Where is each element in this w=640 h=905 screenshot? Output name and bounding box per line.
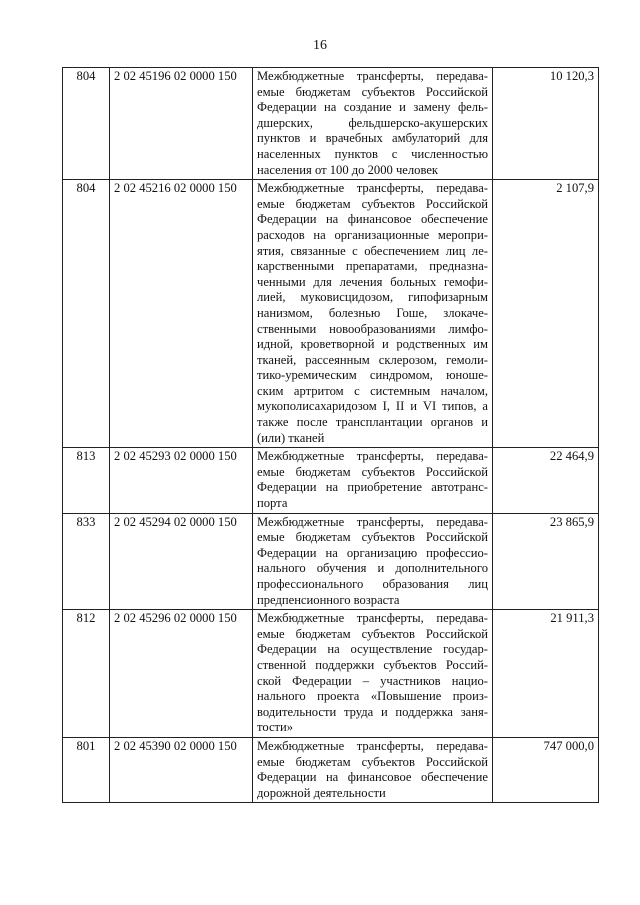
table-row bbox=[63, 68, 599, 180]
amount-cell: 10 120,3 bbox=[493, 68, 599, 180]
amount-cell: 747 000,0 bbox=[493, 737, 599, 802]
table-row bbox=[63, 737, 599, 802]
budget-classification-code-cell: 2 02 45294 02 0000 150 bbox=[110, 513, 253, 610]
revenue-name-cell: Межбюджетные трансферты, передава-емые бюджетам субъектов Российской Федерации на осуществление государ-ственной поддержки субъектов Россий-ской Федерации – участников нацио-нального проекта «Повышение произ-водительности труда и поддержка заня-тости» bbox=[253, 610, 493, 738]
amount-cell: 21 911,3 bbox=[493, 610, 599, 738]
revenue-name-cell: Межбюджетные трансферты, передава-емые бюджетам субъектов Российской Федерации на финансовое обеспечение дорожной деятельности bbox=[253, 737, 493, 802]
budget-classification-code-cell: 2 02 45390 02 0000 150 bbox=[110, 737, 253, 802]
table-row bbox=[63, 513, 599, 610]
budget-classification-code-cell: 2 02 45296 02 0000 150 bbox=[110, 610, 253, 738]
amount-cell: 2 107,9 bbox=[493, 180, 599, 448]
revenue-name-cell: Межбюджетные трансферты, передава-емые бюджетам субъектов Российской Федерации на организацию профессио-нального обучения и дополнительного профессионального образования лиц предпенсионного возраста bbox=[253, 513, 493, 610]
table-row bbox=[63, 180, 599, 448]
budget-classification-code-cell: 2 02 45216 02 0000 150 bbox=[110, 180, 253, 448]
table-row bbox=[63, 610, 599, 738]
admin-code-cell: 812 bbox=[63, 610, 110, 738]
admin-code-cell: 813 bbox=[63, 448, 110, 513]
amount-cell: 22 464,9 bbox=[493, 448, 599, 513]
page-number: 16 bbox=[313, 38, 327, 53]
revenue-name-cell: Межбюджетные трансферты, передава-емые бюджетам субъектов Российской Федерации на создание и замену фель-дшерских, фельдшерско-акушерских пунктов и врачебных амбулаторий для населенных пунктов с численностью населения от 100 до 2000 человек bbox=[253, 68, 493, 180]
budget-table bbox=[62, 67, 599, 803]
admin-code-cell: 804 bbox=[63, 180, 110, 448]
revenue-name-cell: Межбюджетные трансферты, передава-емые бюджетам субъектов Российской Федерации на приобретение автотранс-порта bbox=[253, 448, 493, 513]
admin-code-cell: 801 bbox=[63, 737, 110, 802]
admin-code-cell: 833 bbox=[63, 513, 110, 610]
admin-code-cell: 804 bbox=[63, 68, 110, 180]
table-row bbox=[63, 448, 599, 513]
budget-classification-code-cell: 2 02 45196 02 0000 150 bbox=[110, 68, 253, 180]
revenue-name-cell: Межбюджетные трансферты, передава-емые бюджетам субъектов Российской Федерации на финансовое обеспечение расходов на организационные меропри-ятия, связанные с обеспечением лиц ле-карственными препаратами, предназна-ченными для лечения больных гемофи-лией, муковисцидозом, гипофизарным нанизмом, болезнью Гоше, злокаче-ственными новообразованиями лимфо-идной, кроветворной и родственных им тканей, рассеянным склерозом, гемоли-тико-уремическим синдромом, юноше-ским артритом с системным началом, мукополисахаридозом I, II и VI типов, а также после трансплантации органов и (или) тканей bbox=[253, 180, 493, 448]
budget-classification-code-cell: 2 02 45293 02 0000 150 bbox=[110, 448, 253, 513]
amount-cell: 23 865,9 bbox=[493, 513, 599, 610]
